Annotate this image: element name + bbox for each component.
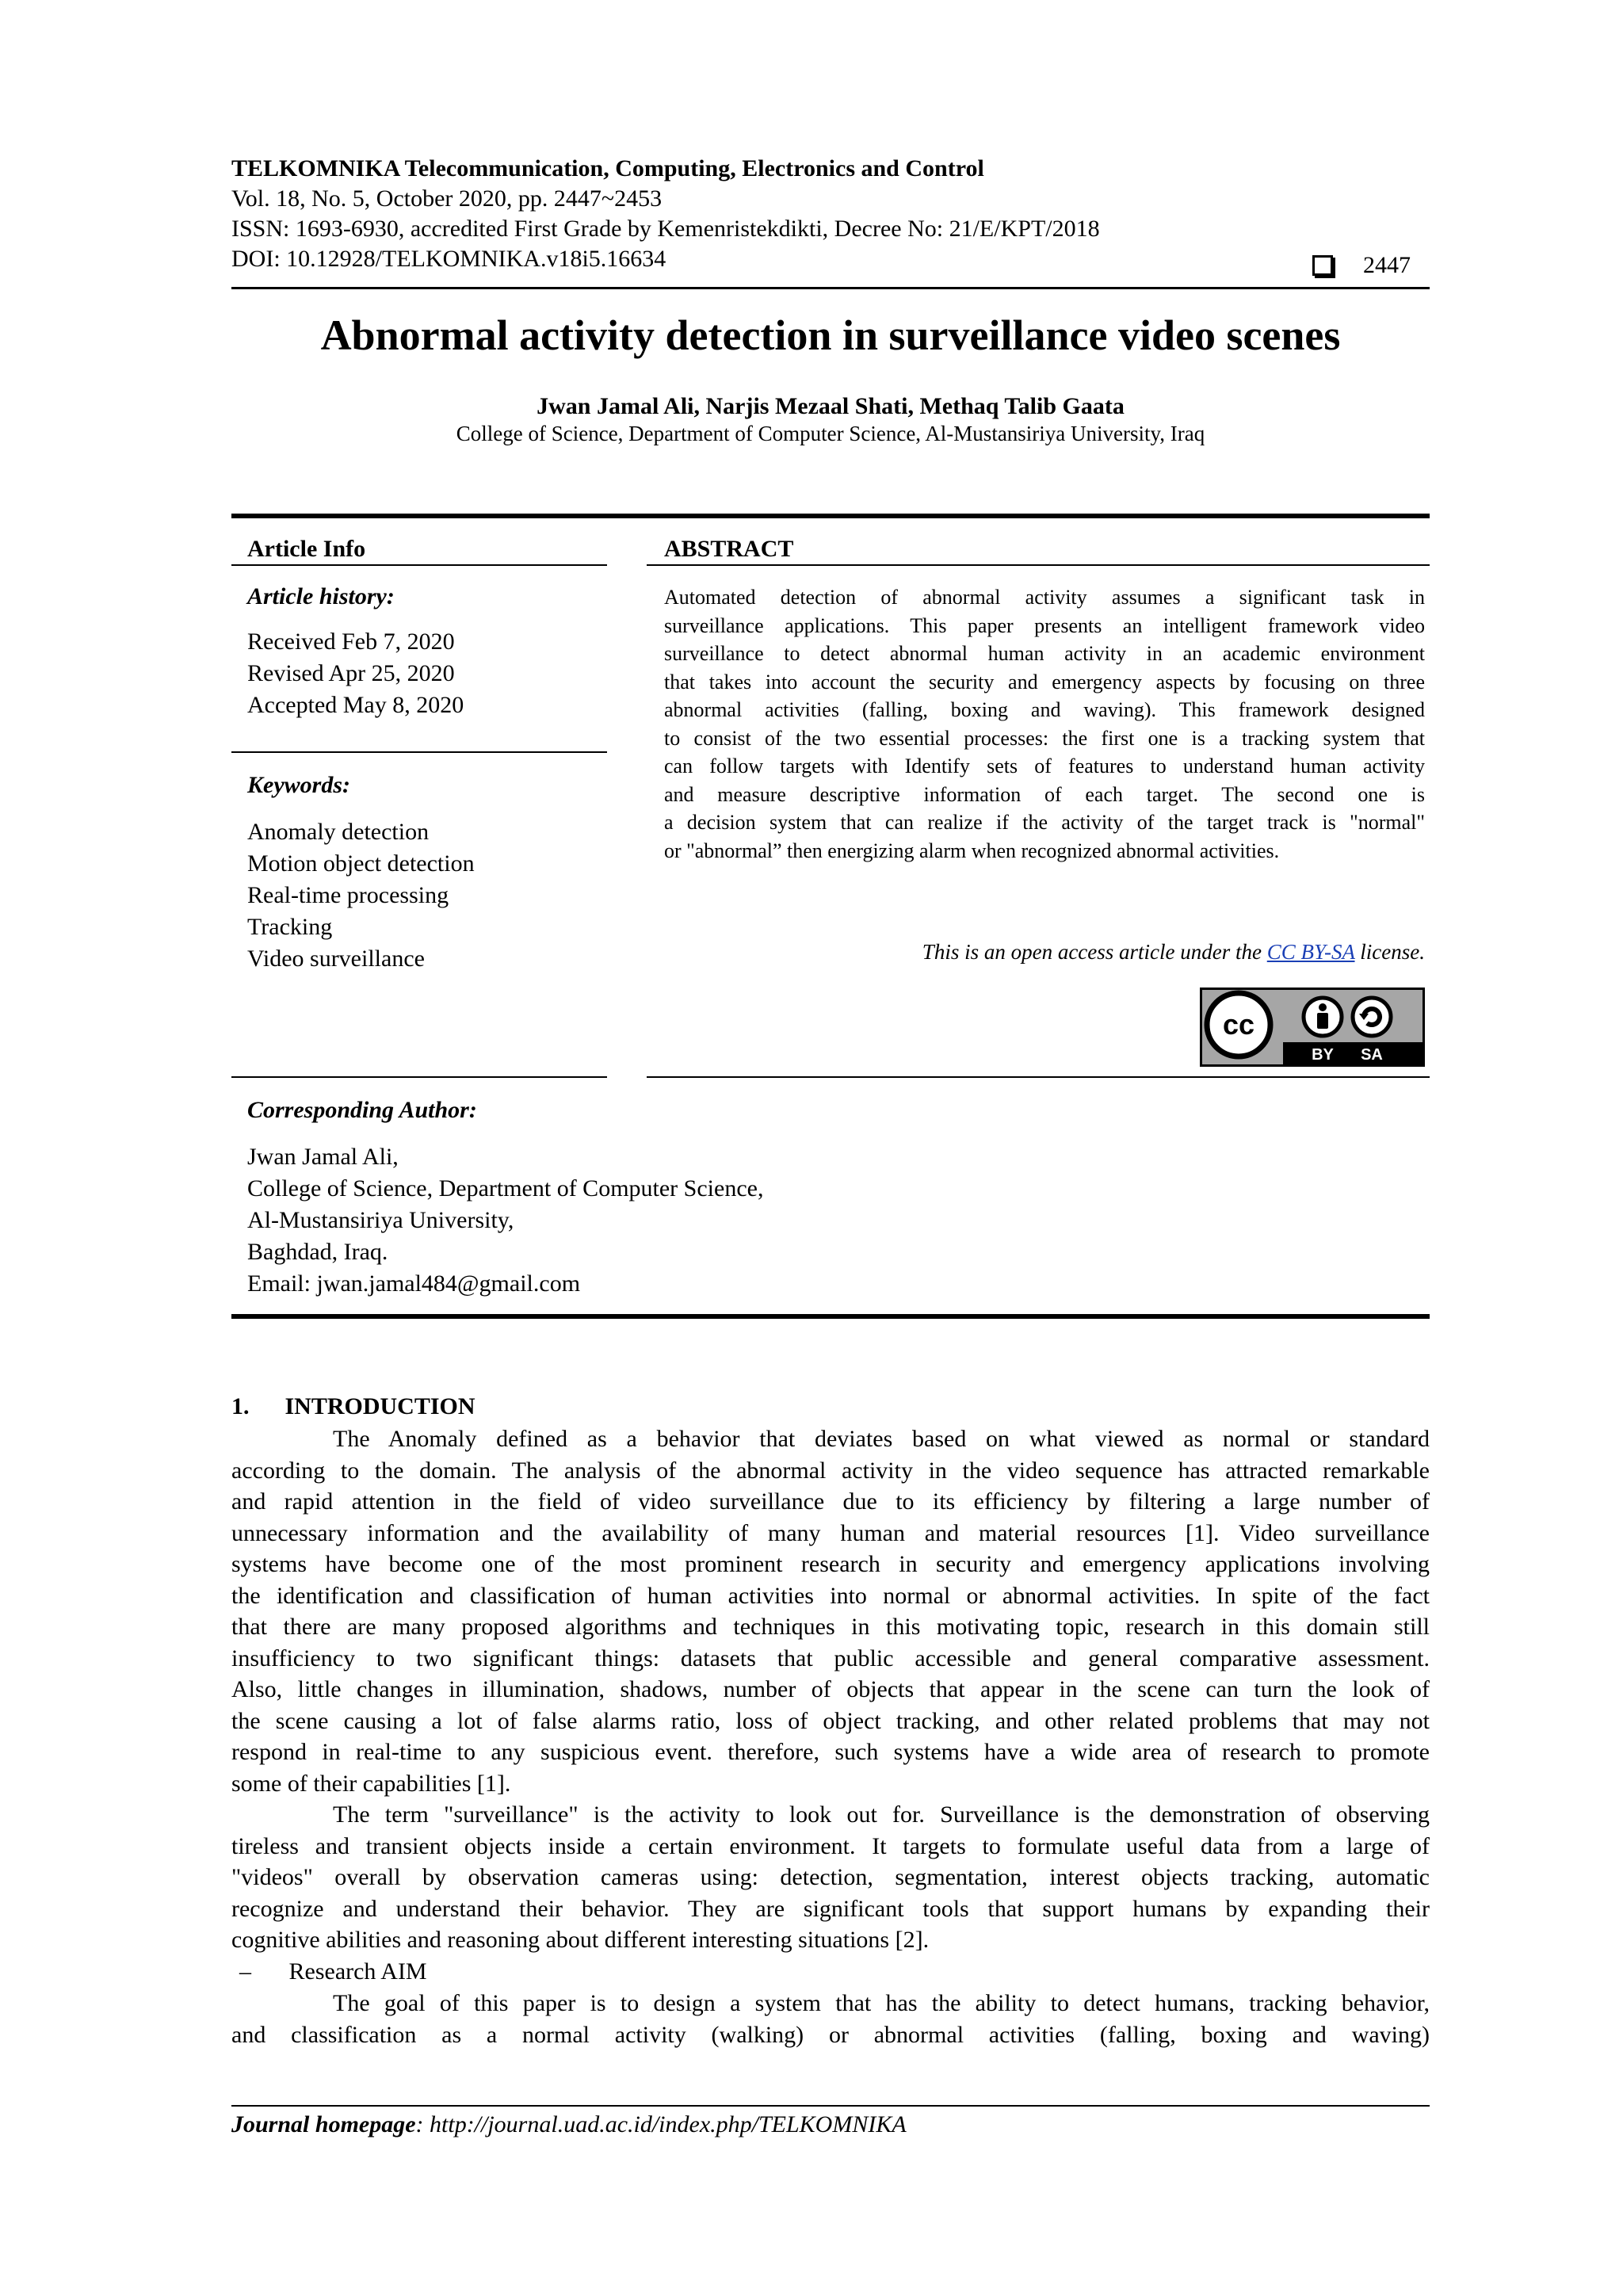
page-marker	[1312, 252, 1411, 279]
abstract-bottom-rule	[647, 1076, 1430, 1078]
abstract-line: or "abnormal” then energizing alarm when recognized abnormal activities.	[664, 839, 1280, 862]
author-city: Baghdad, Iraq.	[247, 1239, 388, 1265]
volume-line: Vol. 18, No. 5, October 2020, pp. 2447~2453	[231, 185, 663, 212]
authors: Jwan Jamal Ali, Narjis Mezaal Shati, Methaq Talib Gaata	[537, 393, 1125, 419]
accepted-date: Accepted May 8, 2020	[247, 692, 464, 718]
info-box-top-rule	[231, 514, 1430, 518]
abstract-line: surveillance to detect abnormal human activity in an academic environment	[664, 642, 1425, 665]
license-suffix: license.	[1360, 940, 1425, 964]
text-line: that there are many proposed algorithms and techniques in this motivating topic, research in this domain still	[231, 1614, 1430, 1640]
text-line: the scene causing a lot of false alarms ratio, loss of object tracking, and other related problems that may not	[231, 1707, 1430, 1734]
keyword: Video surveillance	[247, 946, 425, 972]
keyword: Tracking	[247, 914, 333, 940]
license-note	[664, 940, 1425, 965]
abstract-line: can follow targets with Identify sets of features to understand human activity	[664, 755, 1425, 777]
keywords-heading: Keywords:	[247, 772, 350, 798]
author-department: College of Science, Department of Computer Science,	[247, 1175, 764, 1201]
abstract-line: a decision system that can realize if the activity of the target track is "normal"	[664, 811, 1425, 834]
abstract-line: abnormal activities (falling, boxing and waving). This framework designed	[664, 698, 1425, 721]
author-email: Email: jwan.jamal484@gmail.com	[247, 1270, 581, 1297]
abstract-line: and measure descriptive information of each target. The second one is	[664, 782, 1425, 806]
text-line: insufficiency to two significant things: datasets that public accessible and general comparative assessment.	[231, 1645, 1430, 1671]
article-info-heading: Article Info	[247, 536, 366, 562]
affiliation: College of Science, Department of Computer Science, Al-Mustansiriya University, Iraq	[456, 422, 1205, 445]
text-line: and classification as a normal activity (walking) or abnormal activities (falling, boxing and waving)	[231, 2021, 1430, 2048]
keyword: Anomaly detection	[247, 819, 430, 845]
issn-line: ISSN: 1693-6930, accredited First Grade by Kemenristekdikti, Decree No: 21/E/KPT/2018	[231, 216, 1100, 242]
abstract-line: to consist of the two essential processes: the first one is a tracking system that	[664, 726, 1425, 750]
article-info-bottom-rule	[231, 1076, 607, 1078]
text-line: systems have become one of the most prominent research in security and emergency applications involving	[231, 1551, 1430, 1577]
article-history-heading: Article history:	[247, 583, 395, 609]
keyword: Motion object detection	[247, 850, 475, 877]
revised-date: Revised Apr 25, 2020	[247, 660, 455, 686]
doi-line: DOI: 10.12928/TELKOMNIKA.v18i5.16634	[231, 246, 666, 272]
abstract-line: that takes into account the security and emergency aspects by focusing on three	[664, 670, 1425, 693]
keywords-list	[247, 816, 475, 975]
cc-badge-graphic	[1202, 990, 1423, 1064]
research-aim-bullet	[239, 1956, 427, 1988]
sa-label: SA	[1361, 1046, 1383, 1064]
by-label: BY	[1312, 1046, 1334, 1064]
footer-rule	[231, 2105, 1430, 2107]
license-prefix: This is an open access article under the	[922, 940, 1262, 964]
author-name: Jwan Jamal Ali,	[247, 1144, 399, 1170]
article-info-rule	[231, 564, 607, 566]
received-date: Received Feb 7, 2020	[247, 628, 455, 655]
text-line: "videos" overall by observation cameras using: detection, segmentation, interest objects tracking, automatic	[231, 1864, 1430, 1890]
homepage-label: Journal homepage	[231, 2111, 416, 2137]
intro-paragraph-3	[231, 1988, 1430, 2050]
journal-name: TELKOMNIKA Telecommunication, Computing, Electronics and Control	[231, 155, 984, 181]
text-line: the identification and classification of human activities into normal or abnormal activities. In spite of the fact	[231, 1582, 1430, 1609]
author-university: Al-Mustansiriya University,	[247, 1207, 514, 1233]
text-line: recognize and understand their behavior. They are significant tools that support humans by expanding their	[231, 1895, 1430, 1922]
article-history	[247, 626, 464, 721]
homepage-url[interactable]: : http://journal.uad.ac.id/index.php/TELKOMNIKA	[415, 2111, 907, 2137]
info-box-bottom-rule	[231, 1314, 1430, 1319]
intro-paragraph-2	[231, 1799, 1430, 1956]
text-line: unnecessary information and the availability of many human and material resources [1]. Video surveillance	[231, 1519, 1430, 1546]
text-line: tireless and transient objects inside a certain environment. It targets to formulate useful data from a large of	[231, 1832, 1430, 1859]
abstract-rule	[647, 564, 1430, 566]
abstract-line: Automated detection of abnormal activity assumes a significant task in	[664, 586, 1425, 609]
text-line: and rapid attention in the field of video surveillance due to its efficiency by filtering a large number of	[231, 1488, 1430, 1515]
keyword: Real-time processing	[247, 882, 449, 908]
text-line: The goal of this paper is to design a system that has the ability to detect humans, tracking behavior,	[333, 1990, 1430, 2016]
page-number: 2447	[1363, 252, 1411, 278]
text-line: The term "surveillance" is the activity to look out for. Surveillance is the demonstration of observing	[333, 1801, 1430, 1828]
bullet-text: Research AIM	[288, 1958, 427, 1985]
paper-title: Abnormal activity detection in surveillance video scenes	[320, 311, 1341, 359]
introduction-heading: 1. INTRODUCTION	[231, 1393, 475, 1419]
cc-by-sa-badge	[1200, 988, 1425, 1067]
header-rule	[231, 287, 1430, 289]
dash-icon: –	[239, 1958, 251, 1985]
corresponding-author-block	[247, 1141, 763, 1300]
text-line: The Anomaly defined as a behavior that deviates based on what viewed as normal or standard	[333, 1426, 1430, 1452]
abstract-body	[664, 583, 1425, 865]
abstract-heading: ABSTRACT	[664, 536, 794, 562]
abstract-line: surveillance applications. This paper presents an intelligent framework video	[664, 613, 1425, 637]
text-line: cognitive abilities and reasoning about different interesting situations [2].	[231, 1927, 930, 1953]
journal-meta	[231, 184, 1100, 274]
cc-logo-text: cc	[1222, 1008, 1255, 1041]
cc-by-sa-link[interactable]: CC BY-SA	[1266, 940, 1355, 964]
text-line: respond in real-time to any suspicious event. therefore, such systems have a wide area of research to promote	[231, 1739, 1430, 1765]
text-line: Also, little changes in illumination, shadows, number of objects that appear in the scene can turn the look of	[231, 1676, 1430, 1702]
text-line: some of their capabilities [1].	[231, 1770, 511, 1797]
journal-homepage	[231, 2111, 907, 2138]
intro-paragraph-1	[231, 1423, 1430, 1799]
text-line: according to the domain. The analysis of the abnormal activity in the video sequence has attracted remarkable	[231, 1457, 1430, 1484]
square-icon	[1312, 255, 1333, 276]
keywords-top-rule	[231, 751, 607, 753]
corresponding-author-heading: Corresponding Author:	[247, 1097, 477, 1123]
